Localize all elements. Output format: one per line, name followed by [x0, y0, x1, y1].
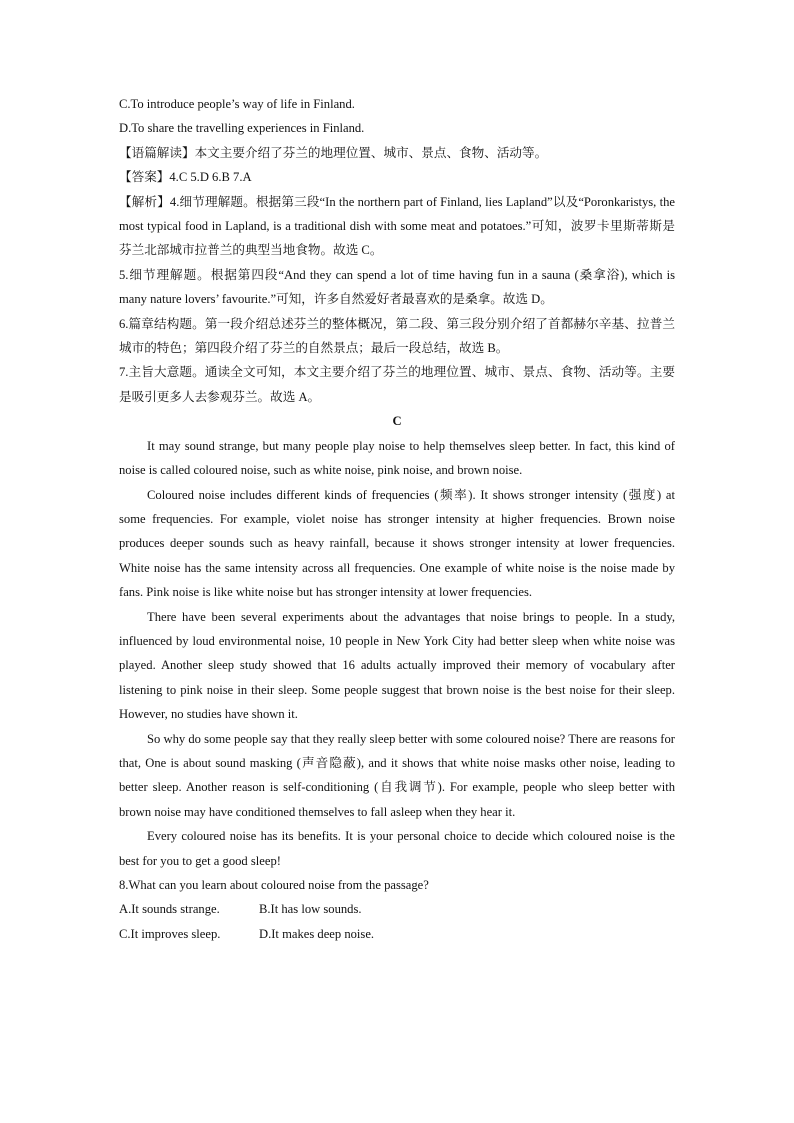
section-heading: C — [392, 414, 402, 429]
document-page — [119, 92, 675, 946]
passage-paragraph-1: It may sound strange, but many people play noise to help themselves sleep better. In fact, this kind of noise is called coloured noise, such as white noise, pink noise, and brown noise. — [119, 438, 675, 478]
option-c-text: C.To introduce people’s way of life in Finland. — [119, 97, 355, 111]
passage-paragraph-3: There have been several experiments about the advantages that noise brings to people. In a study, influenced by loud environmental noise, 10 people in New York City had better sleep when white noise was played. Another sleep study showed that 16 adults actually improved their memory of vocabulary after listening to pink noise in their sleep. Some people suggest that brown noise is the best noise for their sleep. However, no studies have shown it. — [119, 609, 675, 722]
question-8-stem: 8.What can you learn about coloured noise from the passage? — [119, 878, 429, 892]
question-8-option-c: C.It improves sleep. — [119, 926, 221, 941]
explanation-4: 【解析】4.细节理解题。根据第三段“In the northern part of Finland, lies Lapland”以及“Poronkaristys, the most typical food in Lapland, is a traditional dish with some meat and potatoes.”可知，波罗卡里斯蒂斯是芬兰北部城市拉普兰的典型当地食物。故选 C。 — [119, 194, 675, 258]
question-8-option-d: D.It makes deep noise. — [259, 926, 375, 941]
question-8-option-a: A.It sounds strange. — [119, 902, 220, 917]
question-8-options-row-2 — [119, 922, 675, 946]
question-8-option-b: B.It has low sounds. — [259, 902, 362, 917]
explanation-5: 5.细节理解题。根据第四段“And they can spend a lot of time having fun in a sauna (桑拿浴), which is many nature lovers’ favourite.”可知，许多自然爱好者最喜欢的是桑拿。故选 D。 — [119, 267, 675, 307]
explanation-7: 7.主旨大意题。通读全文可知，本文主要介绍了芬兰的地理位置、城市、景点、食物、活动等。主要是吸引更多人去参观芬兰。故选 A。 — [119, 365, 675, 404]
passage-paragraph-2: Coloured noise includes different kinds of frequencies (频率). It shows stronger intensity (强度) at some frequencies. For example, violet noise has stronger intensity at higher frequencies. Brown noise produces deeper sounds such as heavy rainfall, because it shows stronger intensity at lower frequencies. White noise has the same intensity across all frequencies. One example of white noise is the noise made by fans. Pink noise is like white noise but has stronger intensity at lower frequencies. — [119, 487, 675, 600]
option-d-text: D.To share the travelling experiences in Finland. — [119, 121, 365, 136]
passage-paragraph-5: Every coloured noise has its benefits. It is your personal choice to decide which coloured noise is the best for you to get a good sleep! — [119, 829, 675, 868]
question-8-options-row-1 — [119, 897, 675, 921]
explanation-6: 6.篇章结构题。第一段介绍总述芬兰的整体概况，第二段、第三段分别介绍了首都赫尔辛基、拉普兰城市的特色；第四段介绍了芬兰的自然景点；最后一段总结，故选 B。 — [119, 316, 675, 356]
answer-key: 【答案】4.C 5.D 6.B 7.A — [119, 170, 252, 185]
passage-paragraph-4: So why do some people say that they really sleep better with some coloured noise? There are reasons for that, One is about sound masking (声音隐蔽), and it shows that white noise masks other noise, leading to better sleep. Another reason is self-conditioning (自我调节). For example, people who sleep better with brown noise may have conditioned themselves to fall asleep when they hear it. — [119, 731, 675, 819]
passage-analysis: 【语篇解读】本文主要介绍了芬兰的地理位置、城市、景点、食物、活动等。 — [119, 145, 548, 160]
